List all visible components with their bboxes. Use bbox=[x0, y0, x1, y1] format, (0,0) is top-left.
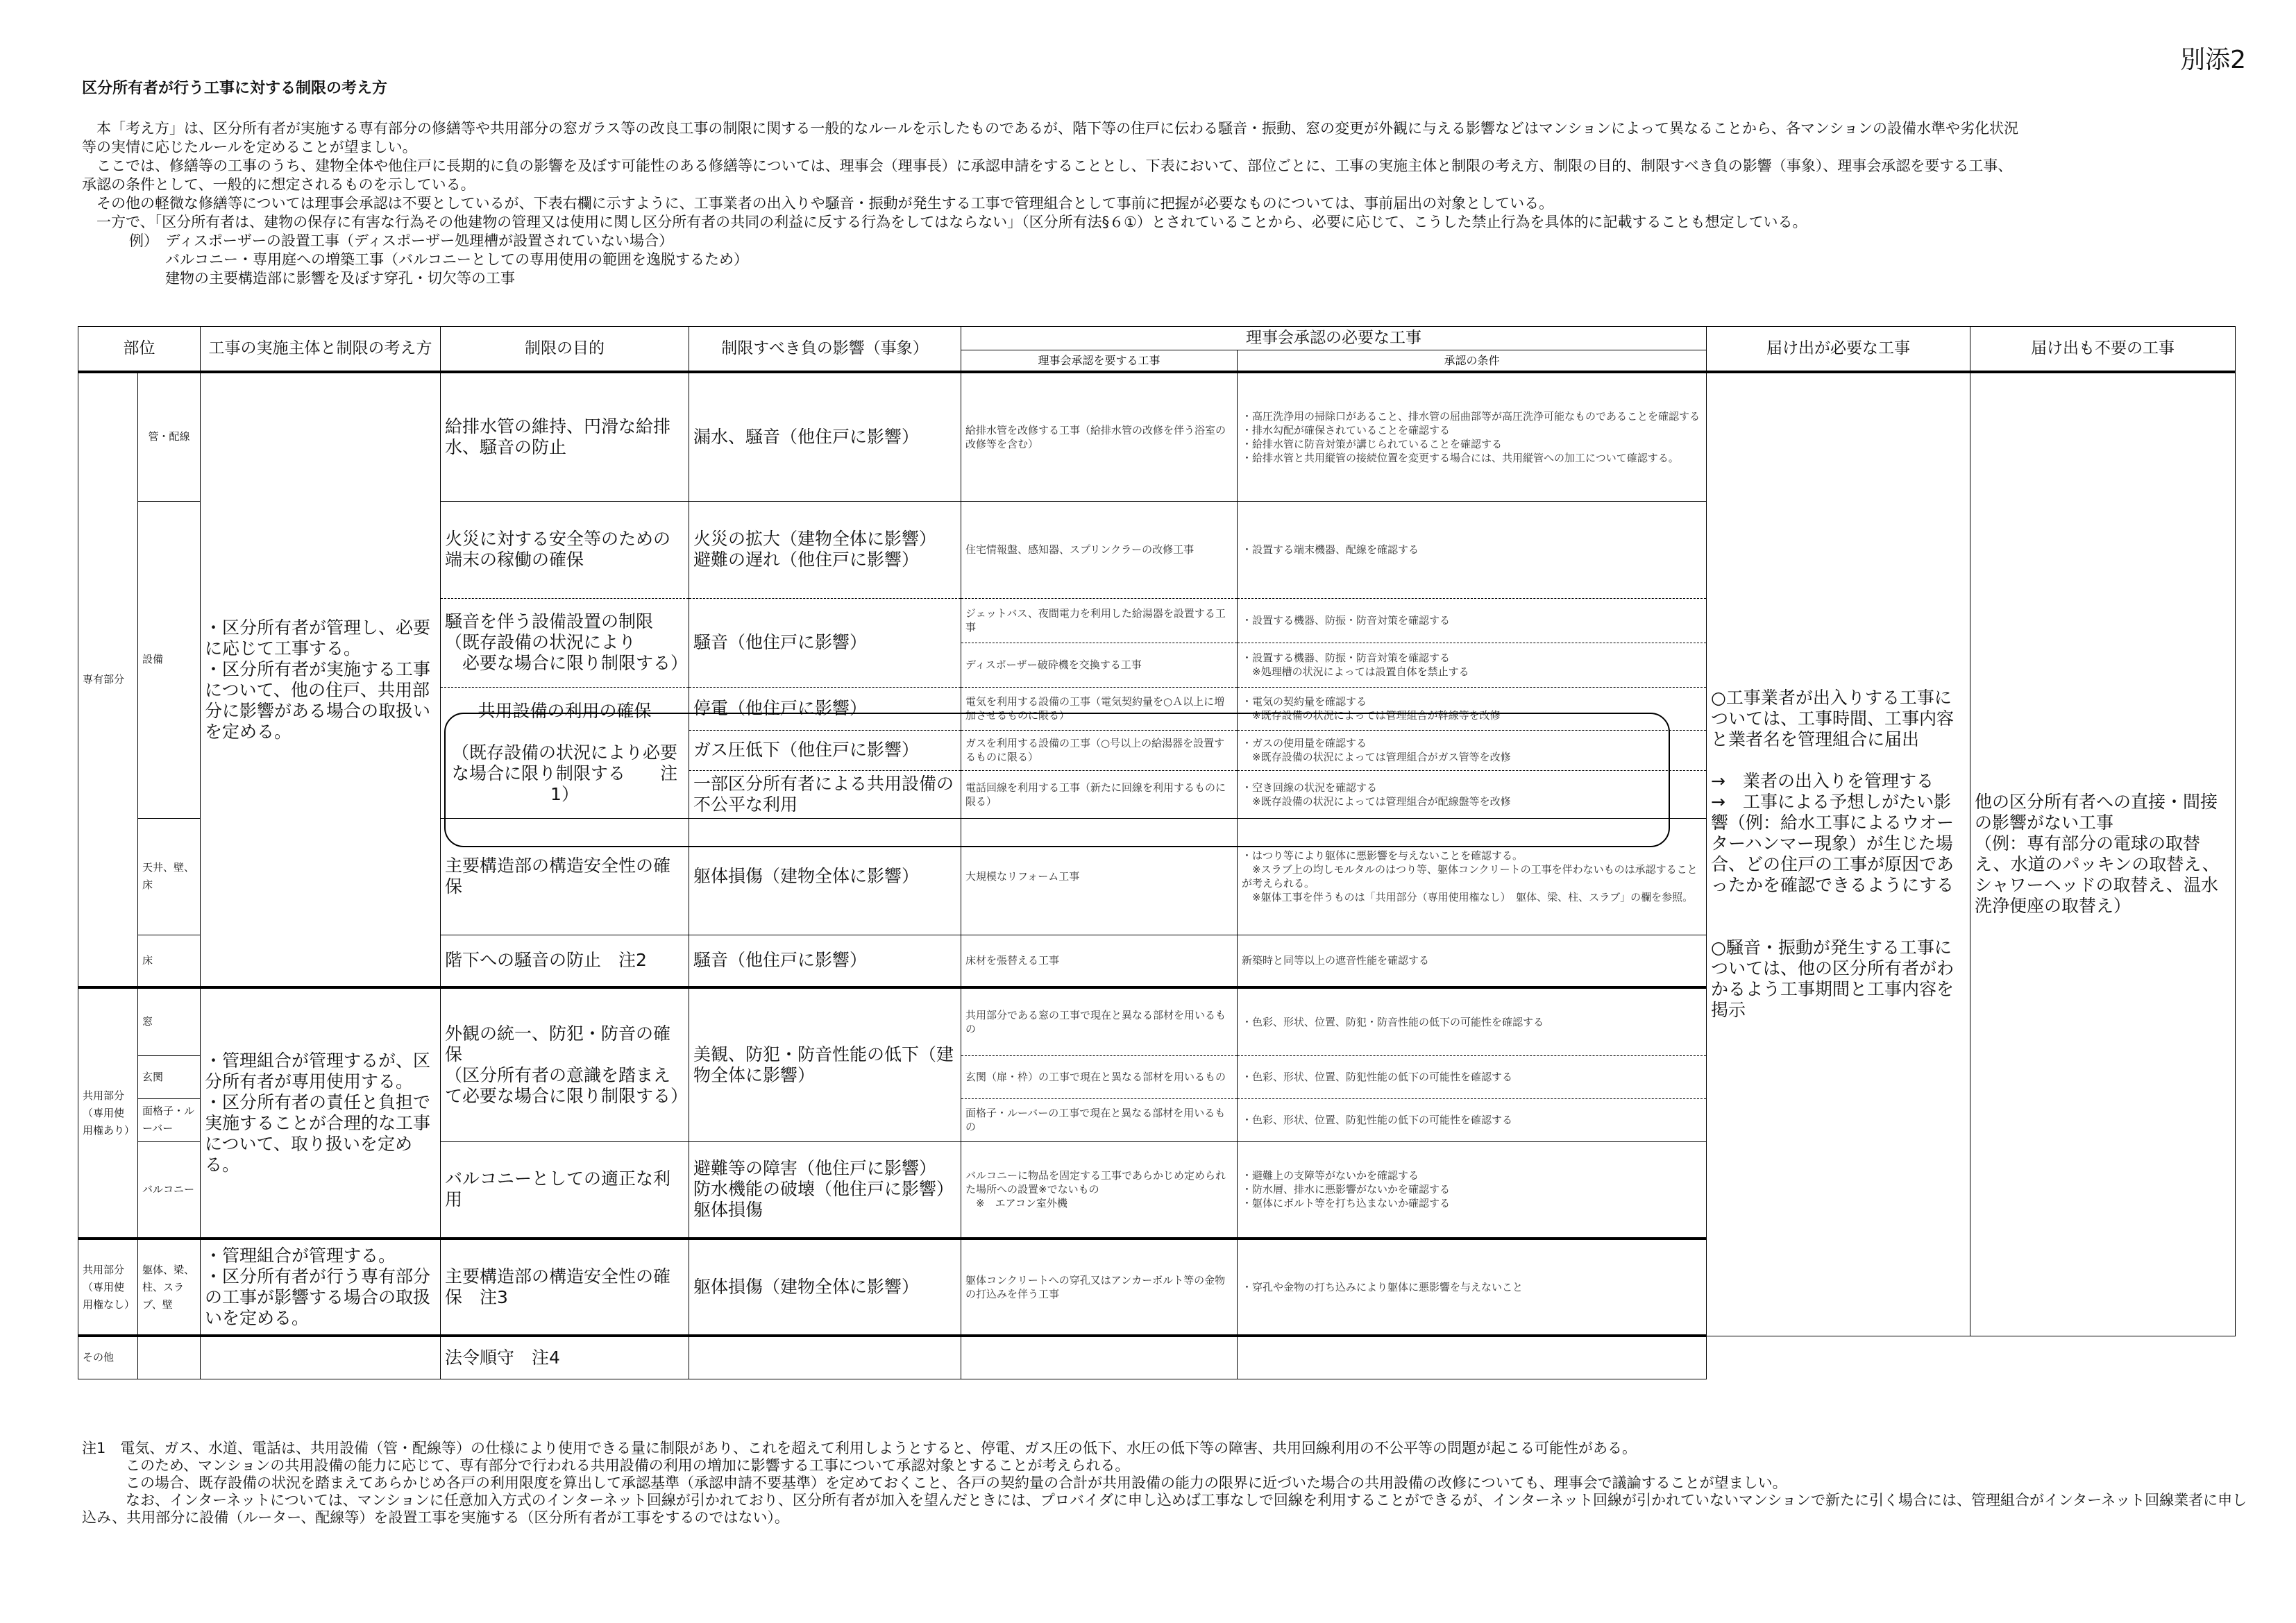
example-line: バルコニー・専用庭への増築工事（バルコニーとしての専用使用の範囲を逸脱するため） bbox=[165, 251, 748, 268]
intro-line: ここでは、修繕等の工事のうち、建物全体や他住戸に長期的に負の影響を及ぼす可能性のある修繕等については、理事会（理事長）に承認申請をすることとし、下表において、部位ごとに、工事の実施主体と制限の考え方、制限の目的、制限すべき負の影響（事象）、理事会承認を要する工事、 bbox=[82, 158, 2013, 174]
example-line: 例） ディスポーザーの設置工事（ディスポーザー処理槽が設置されていない場合） bbox=[129, 232, 674, 249]
work-gas: ガスを利用する設備の工事（○号以上の給湯器を設置するものに限る） bbox=[961, 730, 1238, 770]
impact-pipes: 漏水、騒音（他住戸に影響） bbox=[689, 372, 961, 501]
note-line: なお、インターネットについては、マンションに任意加入方式のインターネット回線が引かれており、区分所有者が加入を望んだときには、プロバイダに申し込めば工事なしで回線を利用することができるが、インターネット回線が引かれていないマンションで新たに引く場合には、管理組合がインターネット回線業者に申し込み、共用部分に設備（ルーター、配線等）を設置工事を実施する（区分所有者が工事をするのではない）。 bbox=[82, 1492, 2247, 1526]
sub-window: 窓 bbox=[138, 987, 201, 1055]
purpose-pipes: 給排水管の維持、円滑な給排水、騒音の防止 bbox=[441, 372, 689, 501]
actor-private: ・区分所有者が管理し、必要に応じて工事する。 ・区分所有者が実施する工事について、他の住戸、共用部分に影響がある場合の取扱いを定める。 bbox=[201, 372, 441, 987]
cond-line: ・空き回線の状況を確認する ※既存設備の状況によっては管理組合が配線盤等を改修 bbox=[1238, 770, 1707, 818]
purpose-other: 法令順守 注4 bbox=[441, 1336, 689, 1379]
actor-common-exclusive: ・管理組合が管理するが、区分所有者が専用使用する。 ・区分所有者の責任と負担で実施することが合理的な工事について、取り扱いを定める。 bbox=[201, 987, 441, 1239]
actor-common-none: ・管理組合が管理する。 ・区分所有者が行う専有部分の工事が影響する場合の取扱いを定める。 bbox=[201, 1239, 441, 1336]
header-approval-work: 理事会承認を要する工事 bbox=[961, 350, 1238, 373]
impact-ceiling: 躯体損傷（建物全体に影響） bbox=[689, 818, 961, 935]
purpose-noise-equip: 騒音を伴う設備設置の制限 （既存設備の状況により 必要な場合に限り制限する） bbox=[441, 598, 689, 687]
note-line: このため、マンションの共用設備の能力に応じて、専有部分で行われる共用設備の利用の増加に影響する工事について承認対象とすることが考えられる。 bbox=[82, 1457, 1130, 1474]
page-title: 区分所有者が行う工事に対する制限の考え方 bbox=[82, 80, 388, 97]
impact-power: 停電（他住戸に影響） bbox=[689, 687, 961, 730]
work-pipes: 給排水管を改修する工事（給排水管の改修を伴う浴室の改修等を含む） bbox=[961, 372, 1238, 501]
work-jetbath: ジェットバス、夜間電力を利用した給湯器を設置する工事 bbox=[961, 598, 1238, 643]
impact-noise-equip: 騒音（他住戸に影響） bbox=[689, 598, 961, 687]
group-private: 専有部分 bbox=[78, 372, 138, 987]
purpose-balcony: バルコニーとしての適正な利用 bbox=[441, 1141, 689, 1239]
empty-cell bbox=[689, 1336, 961, 1379]
cond-jetbath: ・設置する機器、防振・防音対策を確認する bbox=[1238, 598, 1707, 643]
intro-line: 一方で、「区分所有者は、建物の保存に有害な行為その他建物の管理又は使用に関し区分所有者の共同の利益に反する行為をしてはならない」（区分所有法§６①）とされていることから、必要に応じて、こうした禁止行為を具体的に記載することも想定している。 bbox=[82, 214, 1807, 230]
sub-balcony: バルコニー bbox=[138, 1141, 201, 1239]
group-other: その他 bbox=[78, 1336, 138, 1379]
group-common-none: 共用部分（専用使用権なし） bbox=[78, 1239, 138, 1336]
purpose-exterior: 外観の統一、防犯・防音の確保 （区分所有者の意識を踏まえて必要な場合に限り制限する） bbox=[441, 987, 689, 1141]
purpose-floor: 階下への騒音の防止 注2 bbox=[441, 935, 689, 987]
header-purpose: 制限の目的 bbox=[441, 327, 689, 373]
header-none: 届け出も不要の工事 bbox=[1970, 327, 2236, 373]
empty-cell bbox=[1238, 1336, 1707, 1379]
header-approval: 理事会承認の必要な工事 bbox=[961, 327, 1707, 350]
sub-structure: 躯体、梁、柱、スラブ、壁 bbox=[138, 1239, 201, 1336]
empty-cell bbox=[201, 1336, 441, 1379]
cond-disposer: ・設置する機器、防振・防音対策を確認する ※処理槽の状況によっては設置自体を禁止する bbox=[1238, 643, 1707, 687]
work-entrance: 玄関（扉・枠）の工事で現在と異なる部材を用いるもの bbox=[961, 1055, 1238, 1098]
work-ceiling: 大規模なリフォーム工事 bbox=[961, 818, 1238, 935]
note-line: 注1 電気、ガス、水道、電話は、共用設備（管・配線等）の仕様により使用できる量に制限があり、これを超えて利用しようとすると、停電、ガス圧の低下、水圧の低下等の障害、共用回線利用の不公平等の問題が起こる可能性がある。 bbox=[82, 1440, 1637, 1456]
cond-window: ・色彩、形状、位置、防犯・防音性能の低下の可能性を確認する bbox=[1238, 987, 1707, 1055]
sub-equipment: 設備 bbox=[138, 501, 201, 818]
sub-grille: 面格子・ルーバー bbox=[138, 1098, 201, 1141]
group-common-exclusive: 共用部分（専用使用権あり） bbox=[78, 987, 138, 1239]
purpose-structure: 主要構造部の構造安全性の確保 注3 bbox=[441, 1239, 689, 1336]
restriction-table bbox=[78, 326, 2236, 1379]
work-floor: 床材を張替える工事 bbox=[961, 935, 1238, 987]
purpose-ceiling: 主要構造部の構造安全性の確保 bbox=[441, 818, 689, 935]
work-grille: 面格子・ルーバーの工事で現在と異なる部材を用いるもの bbox=[961, 1098, 1238, 1141]
cond-gas: ・ガスの使用量を確認する ※既存設備の状況によっては管理組合がガス管等を改修 bbox=[1238, 730, 1707, 770]
cond-floor: 新築時と同等以上の遮音性能を確認する bbox=[1238, 935, 1707, 987]
sub-entrance: 玄関 bbox=[138, 1055, 201, 1098]
impact-fire: 火災の拡大（建物全体に影響） 避難の遅れ（他住戸に影響） bbox=[689, 501, 961, 598]
example-line: 建物の主要構造部に影響を及ぼす穿孔・切欠等の工事 bbox=[165, 270, 515, 287]
header-actor: 工事の実施主体と制限の考え方 bbox=[201, 327, 441, 373]
intro-line: 本「考え方」は、区分所有者が実施する専有部分の修繕等や共用部分の窓ガラス等の改良工事の制限に関する一般的なルールを示したものであるが、階下等の住戸に伝わる騒音・振動、窓の変更が外観に与える影響などはマンションによって異なることから、各マンションの設備水準や劣化状況 bbox=[82, 120, 2019, 137]
work-window: 共用部分である窓の工事で現在と異なる部材を用いるもの bbox=[961, 987, 1238, 1055]
attachment-label: 別添2 bbox=[2180, 46, 2246, 74]
work-power: 電気を利用する設備の工事（電気契約量を○Ａ以上に増加させるものに限る） bbox=[961, 687, 1238, 730]
impact-exterior: 美観、防犯・防音性能の低下（建物全体に影響） bbox=[689, 987, 961, 1141]
impact-gas: ガス圧低下（他住戸に影響） bbox=[689, 730, 961, 770]
cond-balcony: ・避難上の支障等がないかを確認する ・防水層、排水に悪影響がないかを確認する ・躯体にボルト等を打ち込まないか確認する bbox=[1238, 1141, 1707, 1239]
impact-line: 一部区分所有者による共用設備の不公平な利用 bbox=[689, 770, 961, 818]
none-text: 他の区分所有者への直接・間接の影響がない工事 （例：専有部分の電球の取替え、水道のパッキンの取替え、シャワーヘッドの取替え、温水洗浄便座の取替え） bbox=[1970, 372, 2236, 1336]
work-disposer: ディスポーザー破砕機を交換する工事 bbox=[961, 643, 1238, 687]
sub-floor: 床 bbox=[138, 935, 201, 987]
header-impact: 制限すべき負の影響（事象） bbox=[689, 327, 961, 373]
header-notify: 届け出が必要な工事 bbox=[1707, 327, 1970, 373]
sub-ceiling: 天井、壁、床 bbox=[138, 818, 201, 935]
empty-cell bbox=[138, 1336, 201, 1379]
sub-pipes: 管・配線 bbox=[138, 372, 201, 501]
cond-power: ・電気の契約量を確認する ※既存設備の状況によっては管理組合が幹線等を改修 bbox=[1238, 687, 1707, 730]
impact-structure: 躯体損傷（建物全体に影響） bbox=[689, 1239, 961, 1336]
impact-floor: 騒音（他住戸に影響） bbox=[689, 935, 961, 987]
cond-fire: ・設置する端末機器、配線を確認する bbox=[1238, 501, 1707, 598]
intro-text bbox=[82, 119, 2213, 288]
cond-entrance: ・色彩、形状、位置、防犯性能の低下の可能性を確認する bbox=[1238, 1055, 1707, 1098]
work-structure: 躯体コンクリートへの穿孔又はアンカーボルト等の金物の打込みを伴う工事 bbox=[961, 1239, 1238, 1336]
purpose-shared: 共用設備の利用の確保 （既存設備の状況により必要な場合に限り制限する 注1） bbox=[441, 687, 689, 818]
intro-line: 等の実情に応じたルールを定めることが望ましい。 bbox=[82, 139, 417, 155]
work-balcony: バルコニーに物品を固定する工事であらかじめ定められた場所への設置※でないもの ※ エアコン室外機 bbox=[961, 1141, 1238, 1239]
note-line: この場合、既存設備の状況を踏まえてあらかじめ各戸の利用限度を算出して承認基準（承認申請不要基準）を定めておくこと、各戸の契約量の合計が共用設備の能力の限界に近づいた場合の共用設備の改修についても、理事会で議論することが望ましい。 bbox=[82, 1475, 1787, 1491]
work-line: 電話回線を利用する工事（新たに回線を利用するものに限る） bbox=[961, 770, 1238, 818]
cond-structure: ・穿孔や金物の打ち込みにより躯体に悪影響を与えないこと bbox=[1238, 1239, 1707, 1336]
notify-text: ○工事業者が出入りする工事については、工事時間、工事内容と業者名を管理組合に届出 → 業者の出入りを管理する → 工事による予想しがたい影響（例：給水工事によるウオーターハンマー現象）が生じた場合、どの住戸の工事が原因であったかを確認できるようにする ○騒音・振動が発生する工事については、他の区分所有者がわかるよう工事期間と工事内容を掲示 bbox=[1707, 372, 1970, 1336]
intro-line: その他の軽微な修繕等については理事会承認は不要としているが、下表右欄に示すように、工事業者の出入りや騒音・振動が発生する工事で管理組合として事前に把握が必要なものについては、事前届出の対象としている。 bbox=[82, 195, 1554, 212]
notes bbox=[82, 1440, 2247, 1527]
cond-ceiling: ・はつり等により躯体に悪影響を与えないことを確認する。 ※スラブ上の均しモルタルのはつり等、躯体コンクリートの工事を伴わないものは承認することが考えられる。 ※躯体工事を伴うものは「共用部分（専用使用権なし） 躯体、梁、柱、スラブ」の欄を参照。 bbox=[1238, 818, 1707, 935]
intro-line: 承認の条件として、一般的に想定されるものを示している。 bbox=[82, 176, 475, 193]
header-part: 部位 bbox=[78, 327, 201, 373]
empty-cell bbox=[961, 1336, 1238, 1379]
purpose-fire: 火災に対する安全等のための端末の稼働の確保 bbox=[441, 501, 689, 598]
cond-pipes: ・高圧洗浄用の掃除口があること、排水管の屈曲部等が高圧洗浄可能なものであることを確認する ・排水勾配が確保されていることを確認する ・給排水管に防音対策が講じられていることを確認する ・給排水管と共用縦管の接続位置を変更する場合には、共用縦管への加工について確認する。 bbox=[1238, 372, 1707, 501]
impact-balcony: 避難等の障害（他住戸に影響） 防水機能の破壊（他住戸に影響） 躯体損傷 bbox=[689, 1141, 961, 1239]
work-fire: 住宅情報盤、感知器、スプリンクラーの改修工事 bbox=[961, 501, 1238, 598]
header-approval-cond: 承認の条件 bbox=[1238, 350, 1707, 373]
cond-grille: ・色彩、形状、位置、防犯性能の低下の可能性を確認する bbox=[1238, 1098, 1707, 1141]
